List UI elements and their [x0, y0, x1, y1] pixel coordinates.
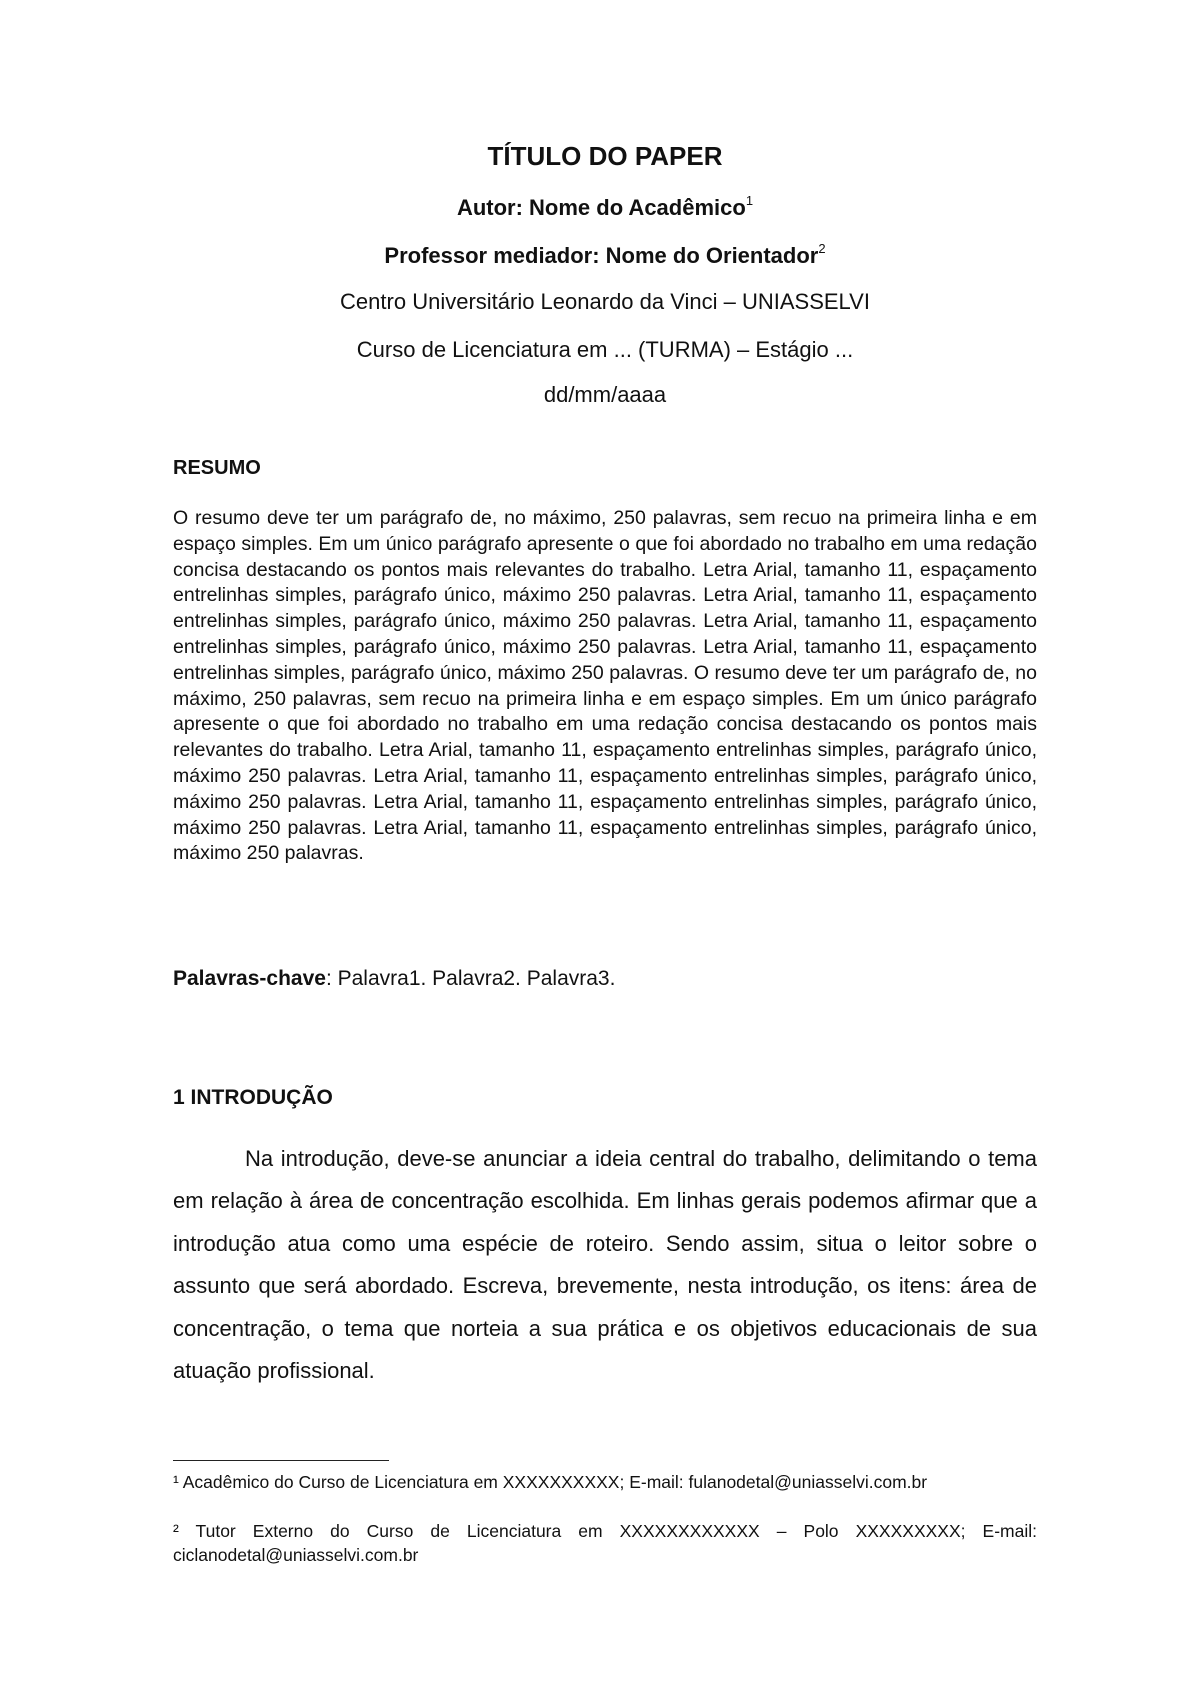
- footnote-1: ¹ Acadêmico do Curso de Licenciatura em XXXXXXXXXX; E-mail: fulanodetal@uniasselvi.com.br: [173, 1472, 928, 1492]
- author-footnote-ref: 1: [745, 193, 754, 208]
- advisor-footnote-ref: 2: [818, 241, 826, 256]
- footnote-separator: [173, 1460, 389, 1461]
- author-line: [173, 193, 1037, 223]
- advisor-line: [173, 241, 1037, 271]
- institution-line: Centro Universitário Leonardo da Vinci – UNIASSELVI: [340, 289, 870, 314]
- keywords-values: : Palavra1. Palavra2. Palavra3.: [325, 967, 616, 990]
- footnote-2: ² Tutor Externo do Curso de Licenciatura em XXXXXXXXXXXX – Polo XXXXXXXXX; E-mail: ciclanodetal@uniasselvi.com.br: [173, 1521, 1037, 1565]
- author-name: Autor: Nome do Acadêmico: [456, 195, 746, 220]
- keywords-line: [173, 965, 615, 993]
- introduction-text: Na introdução, deve-se anunciar a ideia central do trabalho, delimitando o tema em relação à área de concentração escolhida. Em linhas gerais podemos afirmar que a introdução atua como uma espécie de roteiro. Sendo assim, situa o leitor sobre o assunto que será abordado. Escreva, brevemente, nesta introdução, os itens: área de concentração, o tema que norteia a sua prática e os objetivos educacionais de sua atuação profissional.: [173, 1146, 1037, 1384]
- introduction-heading: 1 INTRODUÇÃO: [173, 1086, 333, 1109]
- course-line: Curso de Licenciatura em ... (TURMA) – Estágio ...: [356, 337, 854, 362]
- paper-title: TÍTULO DO PAPER: [487, 141, 723, 171]
- abstract-text: O resumo deve ter um parágrafo de, no máximo, 250 palavras, sem recuo na primeira linha e em espaço simples. Em um único parágrafo apresente o que foi abordado no trabalho em uma redação concisa destacando os pontos mais relevantes do trabalho. Letra Arial, tamanho 11, espaçamento entrelinhas simples, parágrafo único, máximo 250 palavras. Letra Arial, tamanho 11, espaçamento entrelinhas simples, parágrafo único, máximo 250 palavras. Letra Arial, tamanho 11, espaçamento entrelinhas simples, parágrafo único, máximo 250 palavras. Letra Arial, tamanho 11, espaçamento entrelinhas simples, parágrafo único, máximo 250 palavras. O resumo deve ter um parágrafo de, no máximo, 250 palavras, sem recuo na primeira linha e em espaço simples. Em um único parágrafo apresente o que foi abordado no trabalho em uma redação concisa destacando os pontos mais relevantes do trabalho. Letra Arial, tamanho 11, espaçamento entrelinhas simples, parágrafo único, máximo 250 palavras. Letra Arial, tamanho 11, espaçamento entrelinhas simples, parágrafo único, máximo 250 palavras. Letra Arial, tamanho 11, espaçamento entrelinhas simples, parágrafo único, máximo 250 palavras. Letra Arial, tamanho 11, espaçamento entrelinhas simples, parágrafo único, máximo 250 palavras.: [173, 507, 1037, 865]
- advisor-name: Professor mediador: Nome do Orientador: [384, 243, 819, 268]
- abstract-heading: RESUMO: [173, 457, 261, 479]
- date-line: dd/mm/aaaa: [543, 382, 667, 407]
- keywords-label: Palavras-chave: [173, 967, 326, 990]
